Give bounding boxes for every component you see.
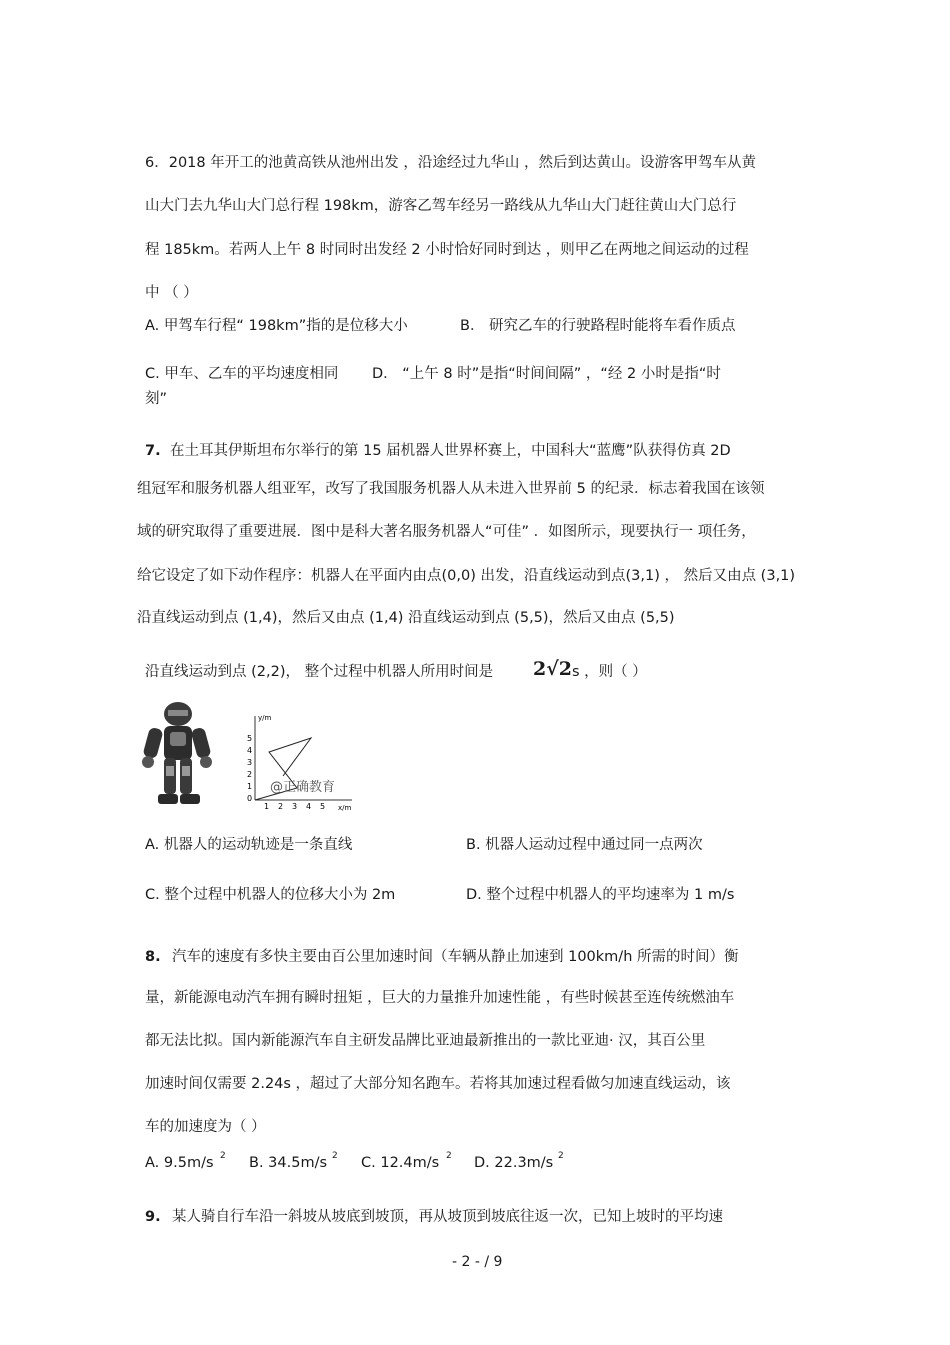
q8-option-b: B. 34.5m/s xyxy=(249,1155,328,1171)
q6-option-a: A. 甲驾车行程“ 198km”指的是位移大小 xyxy=(145,318,408,334)
page-number: - 2 - / 9 xyxy=(452,1254,503,1270)
q7-line1: 在土耳其伊斯坦布尔举行的第 15 届机器人世界杯赛上，中国科大“蓝鹰”队获得仿真 2D xyxy=(170,443,731,459)
sqrt-expression: 2√2 xyxy=(533,658,572,680)
q7-line6: 沿直线运动到点 (2,2)， 整个过程中机器人所用时间是 xyxy=(145,664,494,680)
q6-line2: 山大门去九华山大门总行程 198km，游客乙驾车经另一路线从九华山大门赶往黄山大门总行 xyxy=(145,198,737,214)
q6-line3: 程 185km。若两人上午 8 时同时出发经 2 小时恰好同时到达 ，则甲乙在两地之间运动的过程 xyxy=(145,242,749,258)
q9-number: 9. xyxy=(145,1209,161,1225)
q6-option-b: B． 研究乙车的行驶路程时能将车看作质点 xyxy=(460,318,736,334)
graph-ytick: 4 xyxy=(247,746,253,755)
graph-xtick: 1 xyxy=(264,802,270,811)
q7-number: 7. xyxy=(145,443,161,459)
q8-line1: 汽车的速度有多快主要由百公里加速时间（车辆从静止加速到 100km/h 所需的时间）衡 xyxy=(172,949,739,965)
q8-number: 8. xyxy=(145,949,161,965)
robot-image xyxy=(138,700,216,810)
q8-option-a: A. 9.5m/s xyxy=(145,1155,214,1171)
graph-xtick: 2 xyxy=(278,802,284,811)
q7-line3: 域的研究取得了重要进展．图中是科大著名服务机器人“可佳” ．如图所示，现要执行一 项任务， xyxy=(137,524,756,540)
graph-y-label: y/m xyxy=(258,714,272,722)
q7-line5: 沿直线运动到点 (1,4)，然后又由点 (1,4) 沿直线运动到点 (5,5)，然后又由点 (5,5) xyxy=(137,610,675,626)
graph-ytick: 0 xyxy=(247,794,253,803)
exponent: 2 xyxy=(558,1151,564,1161)
q9-line1: 某人骑自行车沿一斜坡从坡底到坡顶，再从坡顶到坡底往返一次，已知上坡时的平均速 xyxy=(172,1209,723,1225)
exponent: 2 xyxy=(220,1151,226,1161)
graph-ytick: 1 xyxy=(247,782,253,791)
q7-line2: 组冠军和服务机器人组亚军，改写了我国服务机器人从未进入世界前 5 的纪录．标志着我国在该领 xyxy=(137,481,765,497)
q8-option-d: D. 22.3m/s xyxy=(474,1155,554,1171)
graph-xtick: 3 xyxy=(292,802,298,811)
q8-line5: 车的加速度为（ ） xyxy=(145,1119,266,1135)
graph-ytick: 3 xyxy=(247,758,253,767)
q6-line4: 中 （ ） xyxy=(145,285,198,301)
q7-option-b: B. 机器人运动过程中通过同一点两次 xyxy=(466,837,703,853)
graph-xtick: 4 xyxy=(306,802,312,811)
q8-line2: 量，新能源电动汽车拥有瞬时扭矩 ，巨大的力量推升加速性能 ，有些时候甚至连传统燃油车 xyxy=(145,990,735,1006)
q7-line4: 给它设定了如下动作程序：机器人在平面内由点(0,0) 出发，沿直线运动到点(3,1) ， 然后又由点 (3,1) xyxy=(137,568,796,584)
graph-ytick: 5 xyxy=(247,734,253,743)
trajectory-graph xyxy=(240,710,360,812)
graph-ytick: 2 xyxy=(247,770,253,779)
q7-line6-end: s ，则（ ） xyxy=(572,664,647,680)
q6-option-d-cont: 刻” xyxy=(145,391,168,407)
watermark: @正确教育 xyxy=(270,780,336,795)
q6-option-d: D． “上午 8 时”是指“时间间隔” ，“经 2 小时是指“时 xyxy=(372,366,721,382)
exponent: 2 xyxy=(446,1151,452,1161)
q7-option-d: D. 整个过程中机器人的平均速率为 1 m/s xyxy=(466,887,735,903)
exponent: 2 xyxy=(332,1151,338,1161)
q6-option-c: C. 甲车、乙车的平均速度相同 xyxy=(145,366,339,382)
q8-line4: 加速时间仅需要 2.24s ，超过了大部分知名跑车。若将其加速过程看做匀加速直线运动，该 xyxy=(145,1076,731,1092)
q7-option-c: C. 整个过程中机器人的位移大小为 2m xyxy=(145,887,396,903)
graph-x-label: x/m xyxy=(338,804,352,812)
q7-option-a: A. 机器人的运动轨迹是一条直线 xyxy=(145,837,353,853)
q6-line1: 6．2018 年开工的池黄高铁从池州出发 ，沿途经过九华山 ，然后到达黄山。设游客甲驾车从黄 xyxy=(145,155,756,171)
graph-xtick: 5 xyxy=(320,802,326,811)
q8-line3: 都无法比拟。国内新能源汽车自主研发品牌比亚迪最新推出的一款比亚迪· 汉，其百公里 xyxy=(145,1033,706,1049)
q8-option-c: C. 12.4m/s xyxy=(361,1155,440,1171)
